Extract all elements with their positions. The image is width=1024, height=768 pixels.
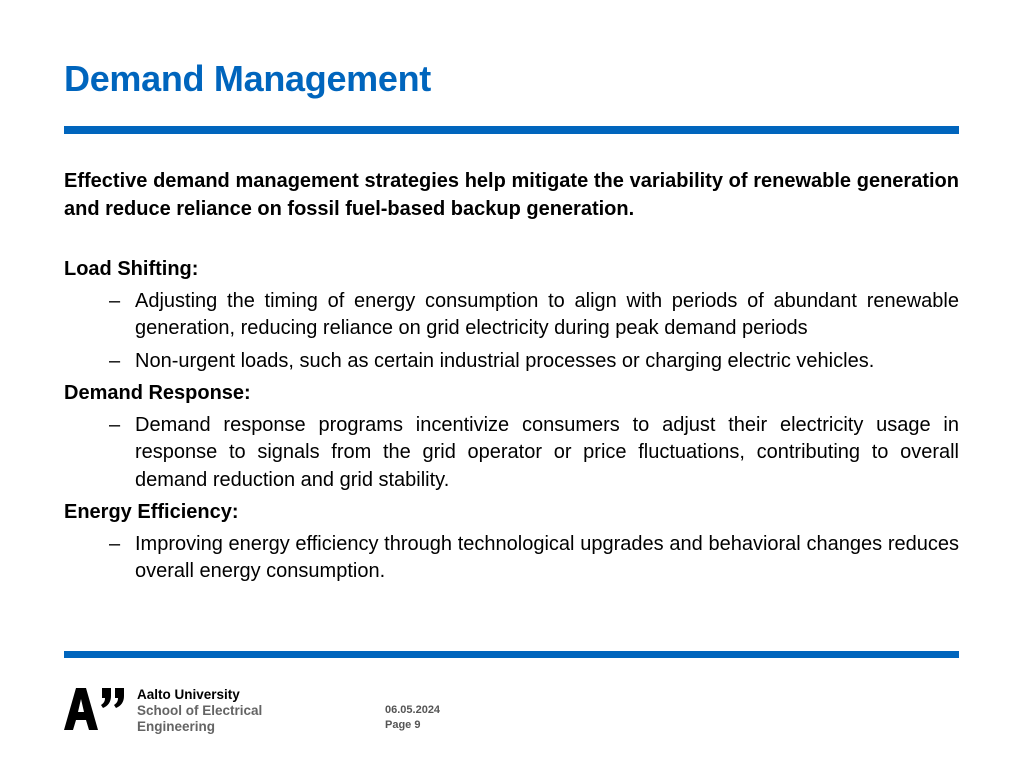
slide-date: 06.05.2024 [385, 704, 441, 716]
slide-content [64, 168, 959, 591]
aalto-a-logo-icon [64, 686, 126, 732]
top-divider [64, 126, 959, 134]
intro-paragraph: Effective demand management strategies help mitigate the variability of renewable generation and reduce reliance on fossil fuel-based backup generation. [64, 170, 959, 220]
bullet-list [64, 288, 959, 376]
section-load-shifting [64, 256, 959, 375]
bullet-text: Demand response programs incentivize consumers to adjust their electricity usage in response to signals from the grid operator or price fluctuations, contributing to overall demand reduction and grid stability. [135, 413, 959, 491]
section-heading: Demand Response: [64, 382, 251, 404]
bullet-text: Improving energy efficiency through technological upgrades and behavioral changes reduces overall energy consumption. [135, 532, 959, 582]
dash-icon: – [109, 349, 121, 372]
school-name-line2: Engineering [137, 719, 216, 734]
section-heading: Energy Efficiency: [64, 501, 239, 523]
bullet-list [64, 412, 959, 495]
dash-icon: – [109, 532, 121, 555]
bullet-item [64, 531, 959, 586]
school-name-line1: School of Electrical [137, 703, 263, 718]
bullet-item [64, 288, 959, 343]
section-heading: Load Shifting: [64, 258, 199, 280]
dash-icon: – [109, 413, 121, 436]
slide-title: Demand Management [64, 58, 431, 99]
section-energy-efficiency [64, 499, 959, 586]
university-name-block [137, 687, 262, 735]
logo-quote-left [101, 688, 111, 708]
logo-quote-right [114, 688, 124, 708]
section-demand-response [64, 380, 959, 494]
bullet-text: Non-urgent loads, such as certain industrial processes or charging electric vehicles. [135, 349, 875, 372]
bullet-text: Adjusting the timing of energy consumption to align with periods of abundant renewable generation, reducing reliance on grid electricity during peak demand periods [135, 289, 959, 339]
bullet-item [64, 412, 959, 495]
bullet-item [64, 348, 959, 376]
dash-icon: – [109, 289, 121, 312]
bullet-list [64, 531, 959, 586]
page-number: Page 9 [385, 719, 421, 731]
university-name: Aalto University [137, 687, 240, 702]
slide-meta [385, 703, 440, 733]
bottom-divider [64, 651, 959, 658]
